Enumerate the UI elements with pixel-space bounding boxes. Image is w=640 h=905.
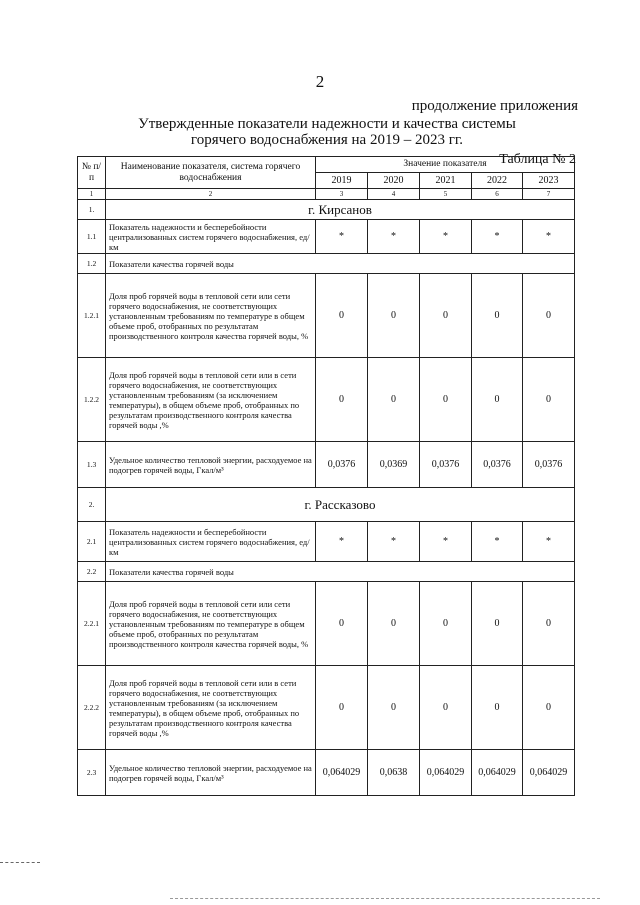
row-value: 0 <box>316 358 368 442</box>
row-number: 2.2 <box>78 562 106 582</box>
row-value: 0 <box>472 358 523 442</box>
table-row <box>78 358 575 442</box>
row-number: 1.2.2 <box>78 358 106 442</box>
row-name: Показатели качества горячей воды <box>106 562 575 582</box>
section-number: 2. <box>78 488 106 522</box>
row-value: 0 <box>472 666 523 750</box>
header-year: 2022 <box>472 173 523 189</box>
row-name: Доля проб горячей воды в тепловой сети или в сети горячего водоснабжения, не соответствующих установленным требованиям (за исключением температуры), в общем объеме проб, отобранных по результатам производственного контроля качества горячей воды ,% <box>106 358 316 442</box>
row-value: * <box>420 522 472 562</box>
row-value: 0 <box>420 666 472 750</box>
row-number: 1.2 <box>78 254 106 274</box>
row-number: 2.2.1 <box>78 582 106 666</box>
row-value: * <box>472 522 523 562</box>
row-value: * <box>368 220 420 254</box>
row-number: 1.2.1 <box>78 274 106 358</box>
row-name: Удельное количество тепловой энергии, расходуемое на подогрев горячей воды, Гкал/м³ <box>106 442 316 488</box>
table-row <box>78 442 575 488</box>
column-number: 6 <box>472 189 523 200</box>
table-row <box>78 666 575 750</box>
row-name: Доля проб горячей воды в тепловой сети или сети горячего водоснабжения, не соответствующих установленным требованиям по температуре в общем объеме проб, отобранных по результатам производственного контроля качества горячей воды, % <box>106 582 316 666</box>
table-label: Таблица № 2 <box>499 152 576 167</box>
row-value: 0,0638 <box>368 750 420 796</box>
row-number: 1.1 <box>78 220 106 254</box>
row-value: 0 <box>523 358 575 442</box>
scan-artifact-line <box>170 898 600 899</box>
row-number: 1.3 <box>78 442 106 488</box>
row-value: 0 <box>523 582 575 666</box>
row-number: 2.3 <box>78 750 106 796</box>
row-value: * <box>316 522 368 562</box>
section-number: 1. <box>78 200 106 220</box>
row-value: 0 <box>420 274 472 358</box>
row-value: 0,064029 <box>316 750 368 796</box>
header-year: 2021 <box>420 173 472 189</box>
table-row <box>78 220 575 254</box>
row-name: Доля проб горячей воды в тепловой сети или сети горячего водоснабжения, не соответствующих установленным требованиям по температуре в общем объеме проб, отобранных по результатам производственного контроля качества горячей воды, % <box>106 274 316 358</box>
header-year: 2019 <box>316 173 368 189</box>
column-number: 7 <box>523 189 575 200</box>
header-name: Наименование показателя, система горячего водоснабжения <box>106 157 316 189</box>
row-value: 0 <box>316 274 368 358</box>
header-value: Значение показателя <box>316 157 575 173</box>
page-number: 2 <box>315 72 325 91</box>
row-value: 0 <box>316 666 368 750</box>
row-name: Показатель надежности и бесперебойности централизованных систем горячего водоснабжения, ед/км <box>106 522 316 562</box>
row-value: 0,0376 <box>316 442 368 488</box>
table-row <box>78 254 575 274</box>
row-number: 2.1 <box>78 522 106 562</box>
row-value: 0,0376 <box>472 442 523 488</box>
row-number: 2.2.2 <box>78 666 106 750</box>
table-row <box>78 582 575 666</box>
section-city: г. Рассказово <box>106 488 575 522</box>
row-value: * <box>523 220 575 254</box>
row-value: 0 <box>472 274 523 358</box>
header-num: № п/п <box>78 157 106 189</box>
table-row <box>78 522 575 562</box>
row-value: 0,0376 <box>523 442 575 488</box>
row-value: 0,064029 <box>420 750 472 796</box>
row-value: 0 <box>368 358 420 442</box>
row-value: * <box>368 522 420 562</box>
column-number: 3 <box>316 189 368 200</box>
row-name: Показатель надежности и бесперебойности централизованных систем горячего водоснабжения, ед/км <box>106 220 316 254</box>
row-value: 0 <box>420 582 472 666</box>
row-value: 0 <box>368 582 420 666</box>
document-title: Утвержденные показатели надежности и качества системы горячего водоснабжения на 2019 – 2023 гг. <box>138 116 516 148</box>
column-number: 1 <box>78 189 106 200</box>
row-name: Доля проб горячей воды в тепловой сети или в сети горячего водоснабжения, не соответствующих установленным требованиям (за исключением температуры), в общем объеме проб, отобранных по результатам производственного контроля качества горячей воды ,% <box>106 666 316 750</box>
scan-artifact-line <box>0 862 40 863</box>
column-number: 5 <box>420 189 472 200</box>
row-value: * <box>316 220 368 254</box>
row-value: 0,064029 <box>472 750 523 796</box>
row-value: 0 <box>523 274 575 358</box>
row-name: Удельное количество тепловой энергии, расходуемое на подогрев горячей воды, Гкал/м³ <box>106 750 316 796</box>
table-row <box>78 750 575 796</box>
table-row <box>78 562 575 582</box>
column-number: 2 <box>106 189 316 200</box>
row-value: 0,0376 <box>420 442 472 488</box>
header-year: 2020 <box>368 173 420 189</box>
row-value: 0 <box>420 358 472 442</box>
row-value: * <box>420 220 472 254</box>
row-value: 0,064029 <box>523 750 575 796</box>
header-year: 2023 <box>523 173 575 189</box>
row-value: 0 <box>316 582 368 666</box>
row-name: Показатели качества горячей воды <box>106 254 575 274</box>
row-value: 0 <box>472 582 523 666</box>
row-value: * <box>523 522 575 562</box>
column-number: 4 <box>368 189 420 200</box>
continuation-note: продолжение приложения <box>411 98 578 114</box>
row-value: * <box>472 220 523 254</box>
row-value: 0 <box>368 666 420 750</box>
indicators-table <box>77 156 575 796</box>
section-city: г. Кирсанов <box>106 200 575 220</box>
row-value: 0 <box>368 274 420 358</box>
row-value: 0 <box>523 666 575 750</box>
row-value: 0,0369 <box>368 442 420 488</box>
table-row <box>78 274 575 358</box>
